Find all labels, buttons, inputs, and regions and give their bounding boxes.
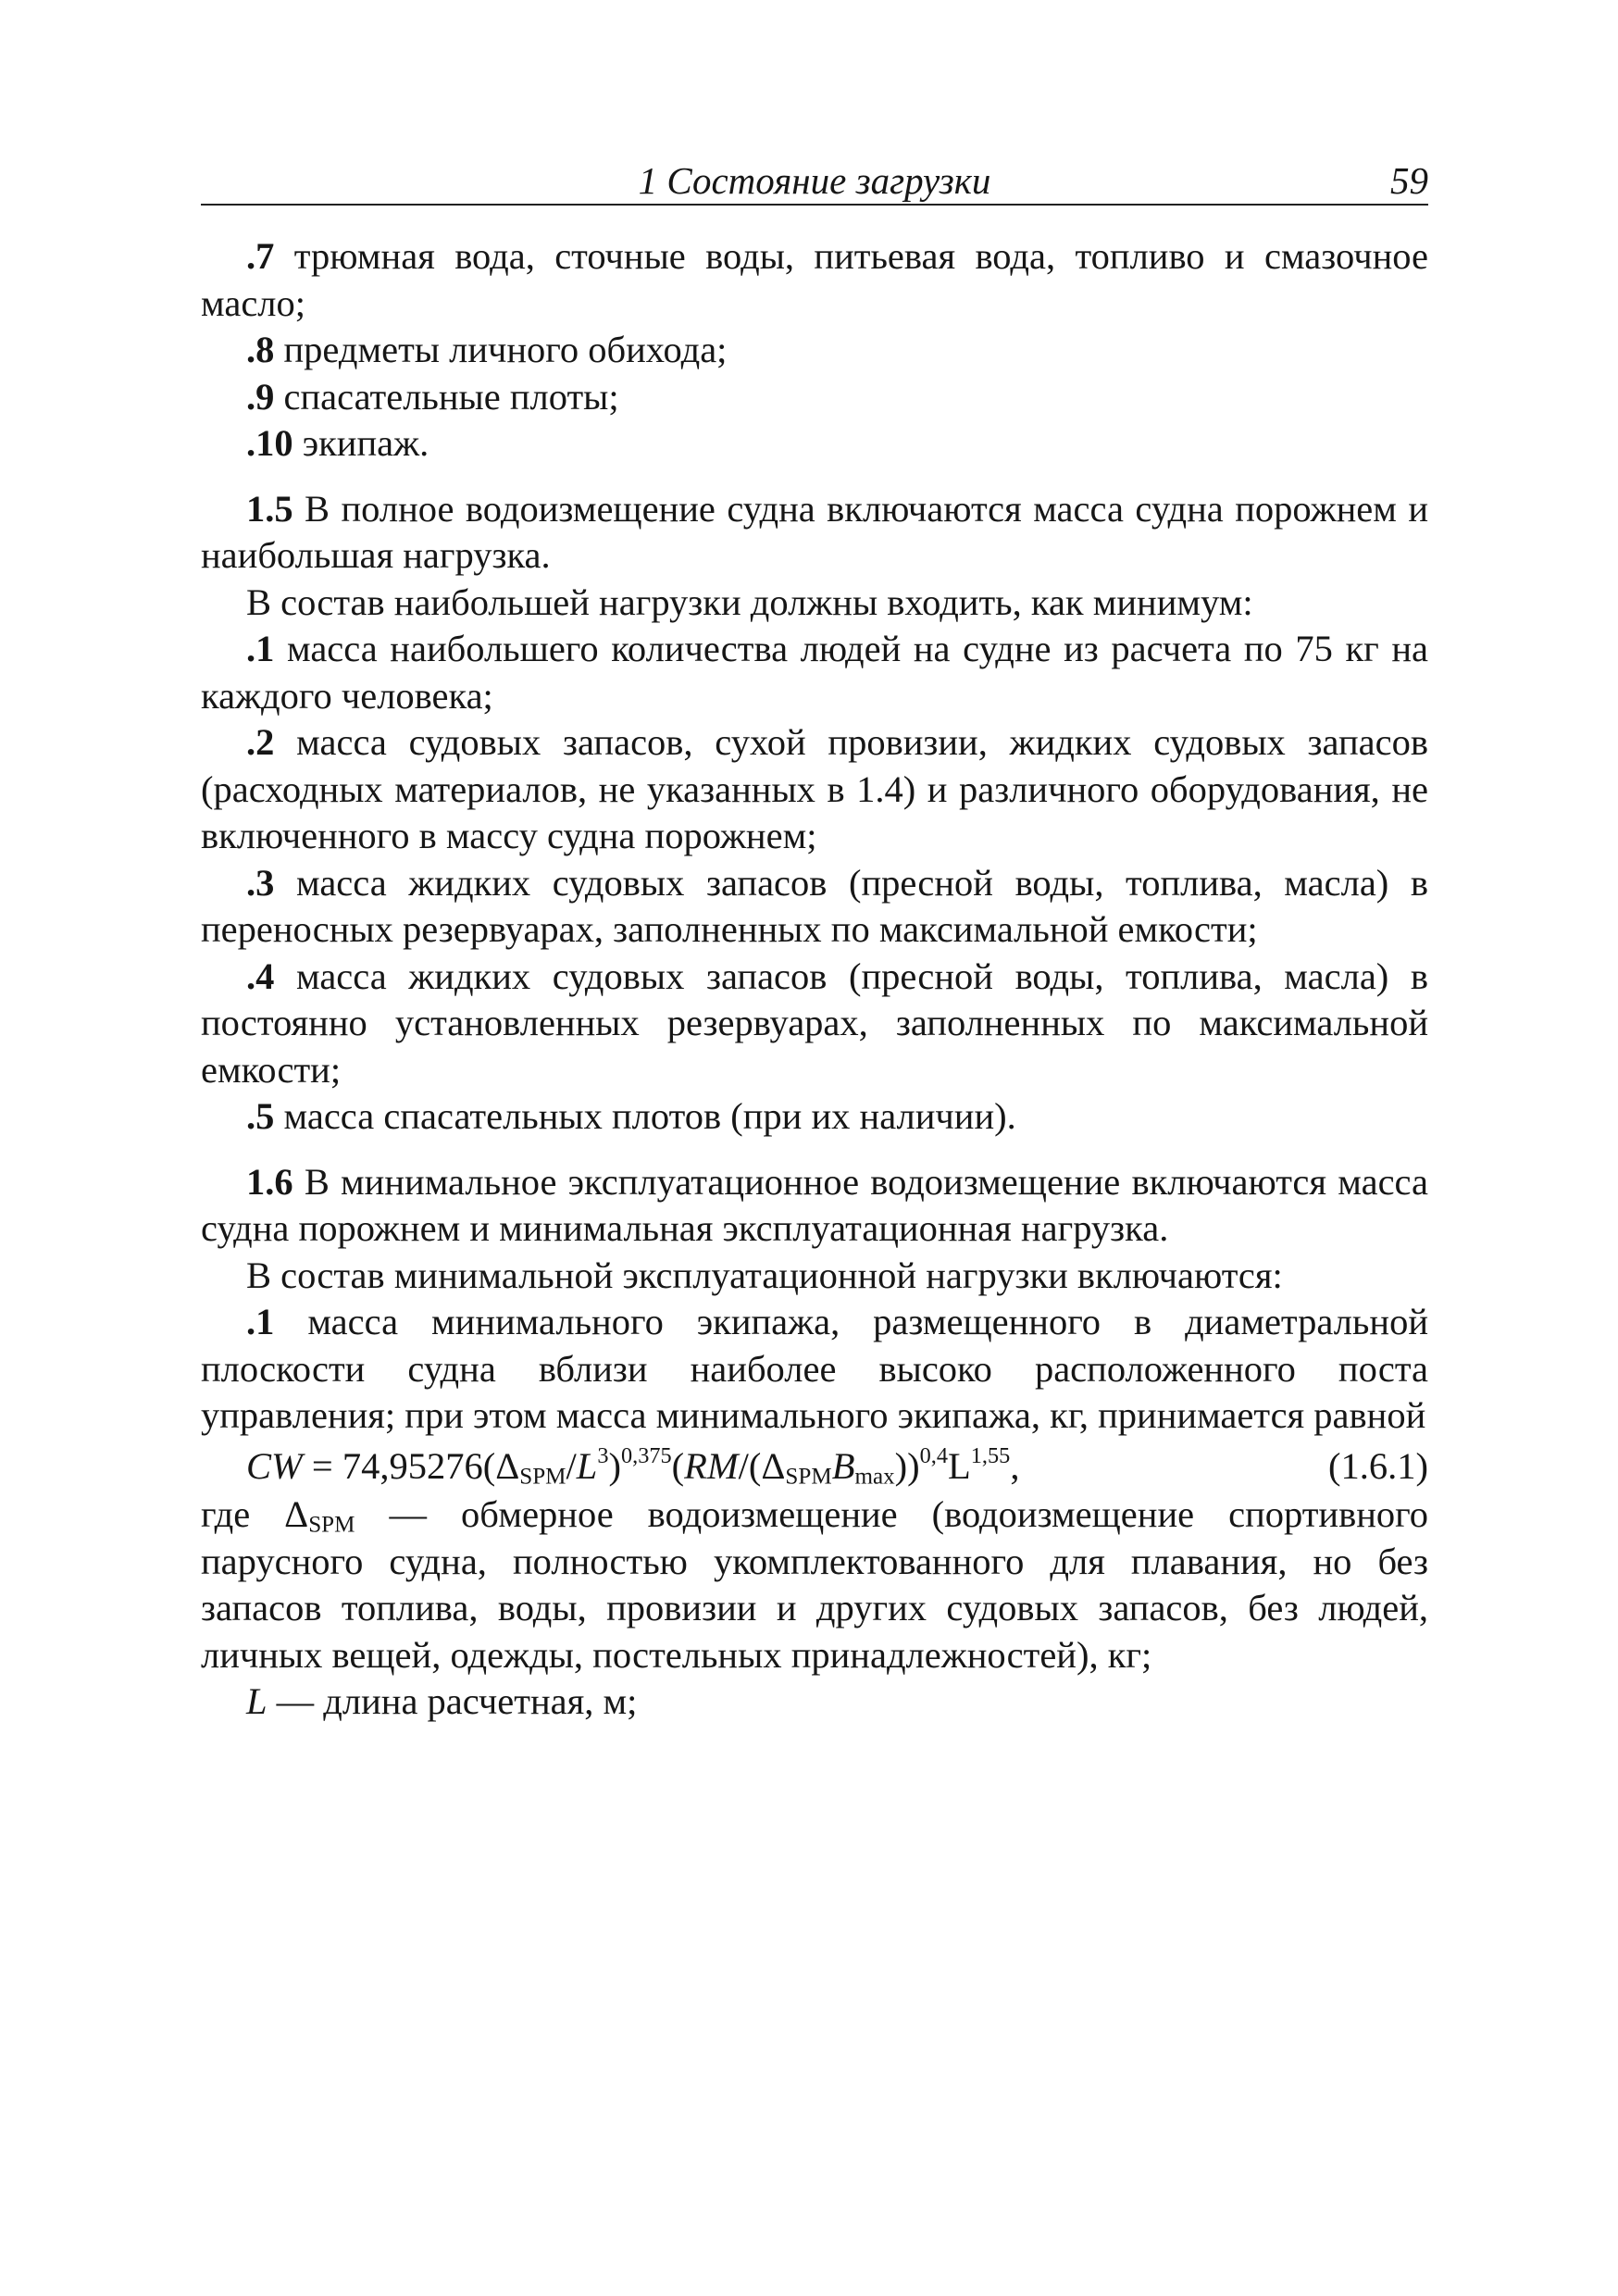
list-item: .2 масса судовых запасов, сухой провизии, жидких судовых запасов (расходных материалов, не указанных в 1.4) и различного оборудования, не включенного в массу судна порожнем; [201,721,1428,856]
body-text [201,233,1428,1726]
list-item: .5 масса спасательных плотов (при их наличии). [246,1095,1016,1137]
paragraph: В состав минимальной эксплуатационной нагрузки включаются: [246,1254,1283,1296]
list-item: .3 масса жидких судовых запасов (пресной воды, топлива, масла) в переносных резервуарах, заполненных по максимальной емкости; [201,861,1428,950]
list-item: .8 предметы личного обихода; [246,329,728,370]
list-item: .9 спасательные плоты; [246,375,619,418]
list-item: .10 экипаж. [246,422,429,464]
section-paragraph: 1.5 В полное водоизмещение судна включаются масса судна порожнем и наибольшая нагрузка. [201,487,1428,576]
list-item: .1 масса наибольшего количества людей на судне из расчета по 75 кг на каждого человека; [201,628,1428,717]
formula-1-6-1: CW = $74,95276(\Delta_{SPM}/L^3)^{0,375}(RM/(\Delta_{SPM}B_{max}))^{0,4}L^{1,55}$, (1.6.1) [246,1442,1428,1490]
list-item: .4 масса жидких судовых запасов (пресной воды, топлива, масла) в постоянно установленных резервуарах, заполненных по максимальной емкости; [201,955,1428,1091]
section-paragraph: 1.6 В минимальное эксплуатационное водоизмещение включаются масса судна порожнем и минимальная эксплуатационная нагрузка. [201,1160,1428,1249]
page [201,159,1428,1726]
list-item: .1 масса минимального экипажа, размещенного в диаметральной плоскости судна вблизи наиболее высоко расположенного поста управления; при этом масса минимального экипажа, кг, принимается равной [201,1301,1428,1436]
definition-L: L — длина расчетная, м; [246,1680,638,1722]
equation-number: (1.6.1) [1328,1444,1428,1487]
list-item: .7 трюмная вода, сточные воды, питьевая вода, топливо и смазочное масло; [201,235,1428,324]
where-definition: где ΔSPM — обмерное водоизмещение (водоизмещение спортивного парусного судна, полностью укомплектованного для плавания, но без запасов топлива, воды, провизии и других судовых запасов, без людей, личных вещей, одежды, постельных принадлежностей), кг; [201,1493,1428,1676]
running-header [201,159,1428,206]
page-number: 59 [1390,159,1428,202]
paragraph: В состав наибольшей нагрузки должны входить, как минимум: [246,580,1253,623]
chapter-title: 1 Состояние загрузки [638,159,991,202]
